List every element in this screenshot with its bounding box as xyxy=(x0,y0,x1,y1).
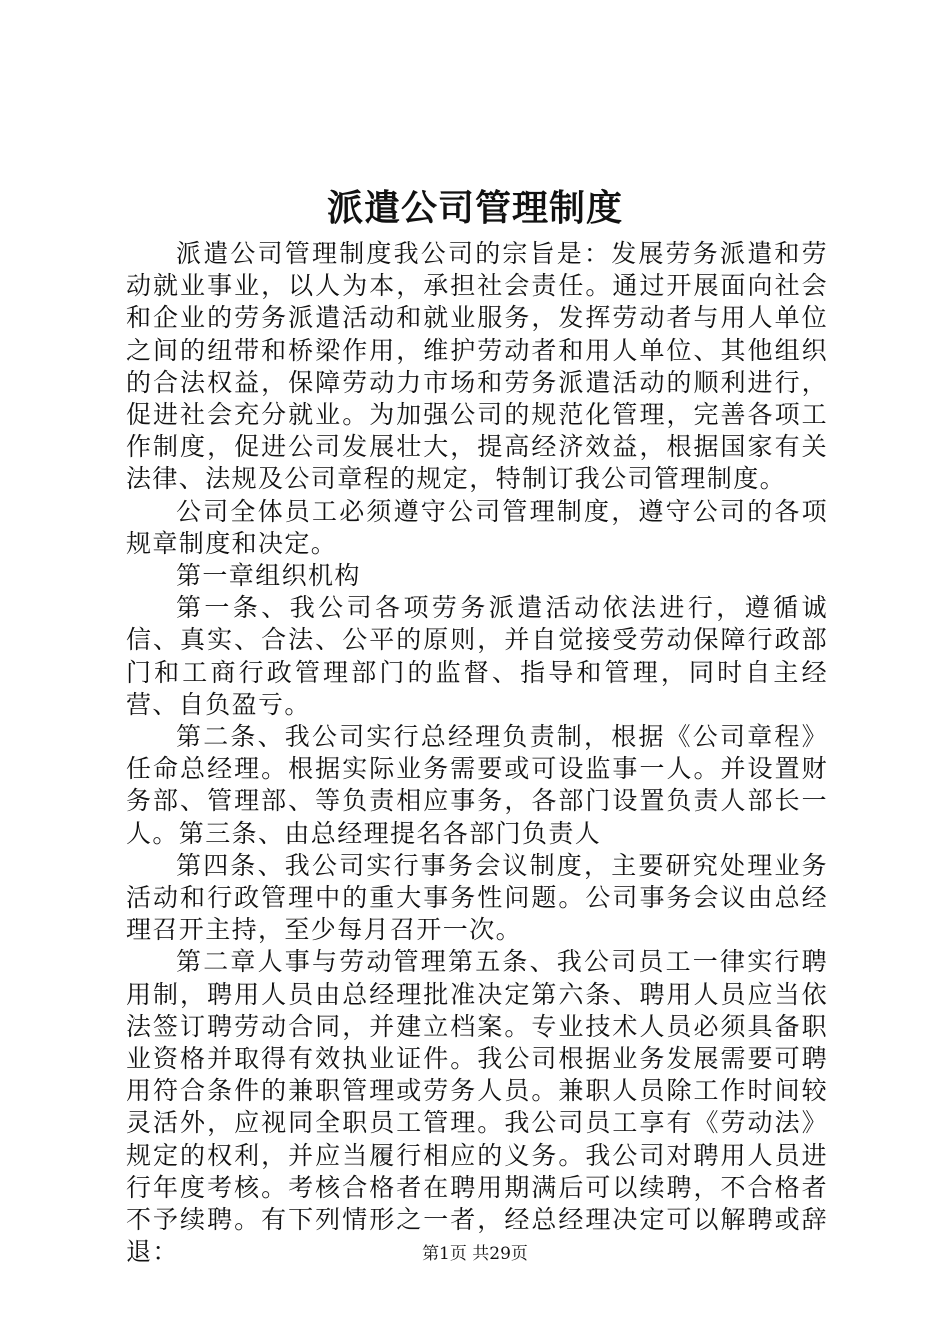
paragraph-chapter-2: 第二章人事与劳动管理第五条、我公司员工一律实行聘用制，聘用人员由总经理批准决定第六条、聘用人员应当依法签订聘劳动合同，并建立档案。专业技术人员必须具备职业资格并取得有效执业证件。我公司根据业务发展需要可聘用符合条件的兼职管理或劳务人员。兼职人员除工作时间较灵活外，应视同全职员工管理。我公司员工享有《劳动法》规定的权利，并应当履行相应的义务。我公司对聘用人员进行年度考核。考核合格者在聘用期满后可以续聘，不合格者不予续聘。有下列情形之一者，经总经理决定可以解聘或辞退： xyxy=(126,947,828,1267)
paragraph-compliance: 公司全体员工必须遵守公司管理制度，遵守公司的各项规章制度和决定。 xyxy=(126,496,828,558)
paragraph-article-4: 第四条、我公司实行事务会议制度，主要研究处理业务活动和行政管理中的重大事务性问题。公司事务会议由总经理召开主持，至少每月召开一次。 xyxy=(126,850,828,945)
chapter-heading-1: 第一章组织机构 xyxy=(176,561,361,591)
paragraph-intro: 派遣公司管理制度我公司的宗旨是：发展劳务派遣和劳动就业事业，以人为本，承担社会责任。通过开展面向社会和企业的劳务派遣活动和就业服务，发挥劳动者与用人单位之间的纽带和桥梁作用，维护劳动者和用人单位、其他组织的合法权益，保障劳动力市场和劳务派遣活动的顺利进行，促进社会充分就业。为加强公司的规范化管理，完善各项工作制度，促进公司发展壮大，提高经济效益，根据国家有关法律、法规及公司章程的规定，特制订我公司管理制度。 xyxy=(126,239,828,494)
document-title: 派遣公司管理制度 xyxy=(326,187,623,229)
paragraph-article-2: 第二条、我公司实行总经理负责制，根据《公司章程》任命总经理。根据实际业务需要或可设监事一人。并设置财务部、管理部、等负责相应事务，各部门设置负责人部长一人。第三条、由总经理提名各部门负责人 xyxy=(126,722,828,848)
document-body xyxy=(126,238,828,1269)
page-footer: 第1页 共29页 xyxy=(422,1244,528,1264)
paragraph-article-1: 第一条、我公司各项劳务派遣活动依法进行，遵循诚信、真实、合法、公平的原则，并自觉接受劳动保障行政部门和工商行政管理部门的监督、指导和管理，同时自主经营、自负盈亏。 xyxy=(126,593,828,719)
